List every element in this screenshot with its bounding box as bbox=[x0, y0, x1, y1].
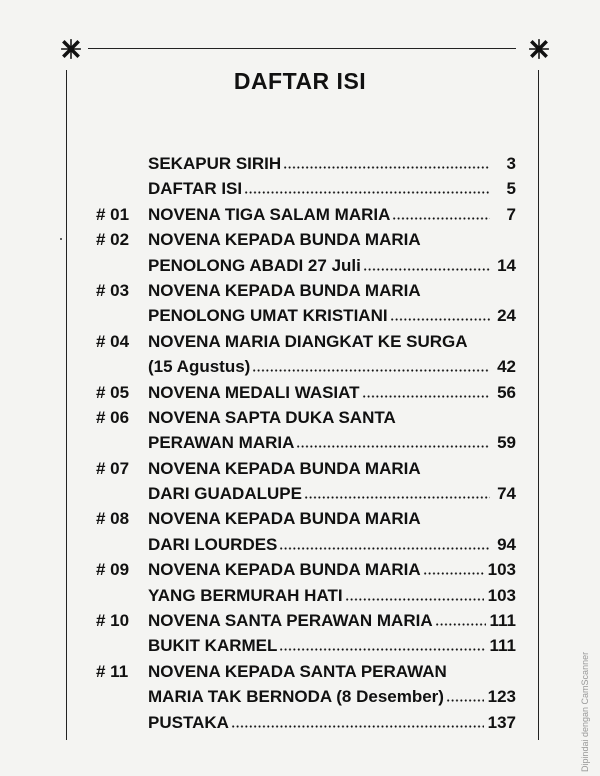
dot-leader bbox=[296, 438, 490, 448]
toc-entry-continuation bbox=[96, 684, 516, 709]
dot-leader bbox=[279, 540, 490, 550]
cross-icon bbox=[60, 38, 82, 60]
dot-leader bbox=[435, 616, 486, 626]
entry-page: 123 bbox=[487, 687, 516, 707]
dot-leader bbox=[392, 210, 490, 220]
toc-entry-continuation bbox=[96, 354, 516, 379]
toc-entry-continuation bbox=[96, 583, 516, 608]
entry-page: 5 bbox=[506, 179, 516, 199]
entry-page: 111 bbox=[489, 636, 516, 656]
entry-page: 14 bbox=[497, 255, 516, 275]
dot-leader bbox=[345, 591, 484, 601]
entry-page: 24 bbox=[497, 306, 516, 326]
entry-number: # 02 bbox=[96, 230, 130, 250]
entry-number: # 09 bbox=[96, 560, 130, 580]
dot-leader bbox=[283, 159, 490, 169]
toc-entry[interactable] bbox=[96, 405, 516, 430]
dot-leader bbox=[363, 261, 490, 271]
dot-leader bbox=[279, 641, 485, 651]
entry-title-cont: PENOLONG ABADI 27 Juli bbox=[148, 255, 361, 275]
entry-title: PUSTAKA bbox=[148, 712, 229, 732]
entry-number: # 05 bbox=[96, 382, 130, 402]
dot-leader bbox=[390, 311, 490, 321]
toc-entry[interactable] bbox=[96, 659, 516, 684]
entry-page: 103 bbox=[487, 585, 516, 605]
toc-entry-continuation bbox=[96, 303, 516, 328]
toc-entry[interactable] bbox=[96, 710, 516, 735]
dot-leader bbox=[231, 718, 484, 728]
entry-number: # 06 bbox=[96, 407, 130, 427]
entry-number: # 01 bbox=[96, 204, 130, 224]
toc-entry[interactable] bbox=[96, 278, 516, 303]
entry-page: 3 bbox=[506, 154, 516, 173]
toc-entry[interactable] bbox=[96, 557, 516, 582]
entry-title: NOVENA MEDALI WASIAT bbox=[148, 382, 360, 402]
entry-title: NOVENA KEPADA SANTA PERAWAN bbox=[148, 661, 447, 681]
entry-page: 74 bbox=[497, 484, 516, 504]
left-rule bbox=[66, 70, 67, 740]
entry-number: # 10 bbox=[96, 611, 130, 631]
entry-page: 111 bbox=[489, 611, 516, 631]
toc-entry[interactable] bbox=[96, 456, 516, 481]
scanner-watermark: Dipindai dengan CamScanner bbox=[580, 651, 590, 772]
dot-leader bbox=[362, 388, 490, 398]
entry-page: 103 bbox=[487, 560, 516, 580]
top-rule bbox=[88, 48, 516, 49]
entry-title-cont: DARI LOURDES bbox=[148, 534, 278, 554]
entry-number: # 08 bbox=[96, 509, 130, 529]
toc-entry[interactable] bbox=[96, 227, 516, 252]
toc-entry[interactable] bbox=[96, 176, 516, 201]
entry-title: SEKAPUR SIRIH bbox=[148, 154, 282, 173]
toc-entry-continuation bbox=[96, 430, 516, 455]
entry-title: NOVENA KEPADA BUNDA MARIA bbox=[148, 560, 421, 580]
entry-title: NOVENA KEPADA BUNDA MARIA bbox=[148, 230, 421, 250]
toc-entry[interactable] bbox=[96, 506, 516, 531]
toc-entry[interactable] bbox=[96, 202, 516, 227]
toc-entry[interactable] bbox=[96, 151, 516, 176]
entry-number: # 03 bbox=[96, 280, 130, 300]
dot-leader bbox=[252, 362, 490, 372]
toc-entry[interactable] bbox=[96, 329, 516, 354]
entry-page: 42 bbox=[497, 357, 516, 377]
toc-entry-continuation bbox=[96, 481, 516, 506]
entry-title-cont: BUKIT KARMEL bbox=[148, 636, 278, 656]
toc-entry-continuation bbox=[96, 532, 516, 557]
entry-page: 137 bbox=[487, 712, 516, 732]
entry-title: NOVENA TIGA SALAM MARIA bbox=[148, 204, 391, 224]
toc-entry[interactable] bbox=[96, 380, 516, 405]
entry-title-cont: PENOLONG UMAT KRISTIANI bbox=[148, 306, 388, 326]
page-title: DAFTAR ISI bbox=[233, 68, 367, 94]
entry-title: NOVENA SANTA PERAWAN MARIA bbox=[148, 611, 433, 631]
entry-page: 7 bbox=[506, 204, 516, 224]
entry-title-cont: PERAWAN MARIA bbox=[148, 433, 295, 453]
dot-leader bbox=[423, 565, 484, 575]
entry-number: # 11 bbox=[96, 661, 129, 681]
toc-entry-continuation bbox=[96, 633, 516, 658]
entry-title: NOVENA KEPADA BUNDA MARIA bbox=[148, 280, 421, 300]
entry-page: 59 bbox=[497, 433, 516, 453]
table-of-contents bbox=[96, 151, 516, 735]
entry-title-cont: DARI GUADALUPE bbox=[148, 484, 302, 504]
entry-title: NOVENA KEPADA BUNDA MARIA bbox=[148, 458, 421, 478]
dot-leader bbox=[244, 184, 490, 194]
entry-title: DAFTAR ISI bbox=[148, 179, 243, 199]
entry-page: 94 bbox=[497, 534, 516, 554]
speck bbox=[60, 238, 62, 240]
toc-entry-continuation bbox=[96, 253, 516, 278]
dot-leader bbox=[304, 489, 490, 499]
entry-number: # 04 bbox=[96, 331, 130, 351]
dot-leader bbox=[446, 692, 484, 702]
entry-number: # 07 bbox=[96, 458, 130, 478]
entry-title-cont: MARIA TAK BERNODA (8 Desember) bbox=[148, 687, 444, 707]
entry-title: NOVENA SAPTA DUKA SANTA bbox=[148, 407, 396, 427]
entry-page: 56 bbox=[497, 382, 516, 402]
entry-title: NOVENA MARIA DIANGKAT KE SURGA bbox=[148, 331, 468, 351]
toc-entry[interactable] bbox=[96, 608, 516, 633]
entry-title-cont: YANG BERMURAH HATI bbox=[148, 585, 343, 605]
entry-title: NOVENA KEPADA BUNDA MARIA bbox=[148, 509, 421, 529]
cross-icon bbox=[528, 38, 550, 60]
entry-title-cont: (15 Agustus) bbox=[148, 357, 251, 377]
right-rule bbox=[538, 70, 539, 740]
